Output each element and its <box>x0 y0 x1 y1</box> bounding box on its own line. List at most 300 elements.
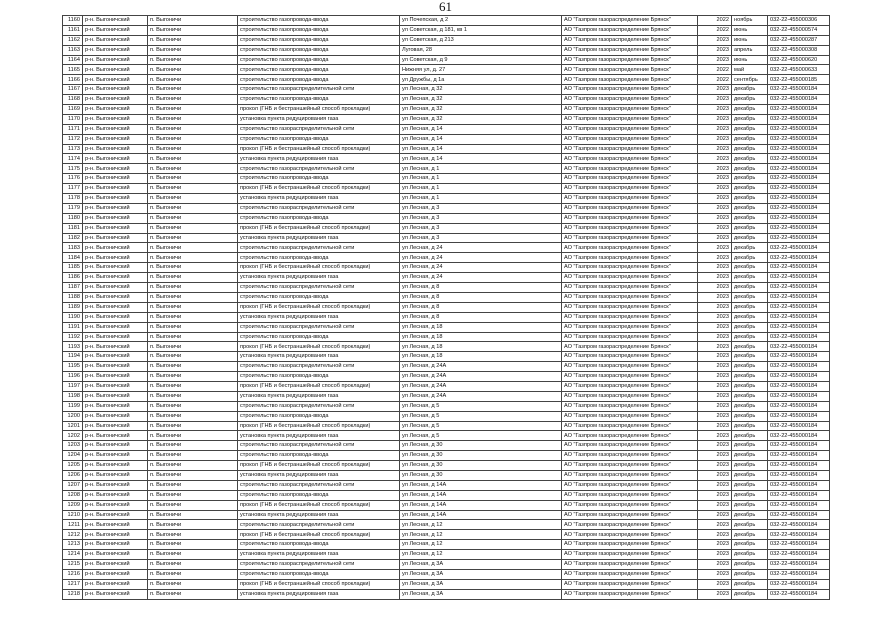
address-cell: Нижняя ул, д. 27 <box>400 65 562 75</box>
district-cell: р-н. Выгоничский <box>83 154 148 164</box>
year-cell: 2023 <box>698 144 732 154</box>
work-type-cell: строительство газораспределительной сети <box>238 203 400 213</box>
settlement-cell: п. Выгоничи <box>148 25 238 35</box>
address-cell: ул Лесная, д 14А <box>400 510 562 520</box>
year-cell: 2023 <box>698 55 732 65</box>
settlement-cell: п. Выгоничи <box>148 213 238 223</box>
work-type-cell: строительство газораспределительной сети <box>238 124 400 134</box>
table-row <box>63 520 830 530</box>
year-cell: 2023 <box>698 95 732 105</box>
year-cell: 2023 <box>698 530 732 540</box>
settlement-cell: п. Выгоничи <box>148 332 238 342</box>
row-number-cell: 1189 <box>63 302 83 312</box>
organization-cell: АО "Газпром газораспределение Брянск" <box>562 470 698 480</box>
organization-cell: АО "Газпром газораспределение Брянск" <box>562 134 698 144</box>
address-cell: ул Лесная, д 32 <box>400 95 562 105</box>
row-number-cell: 1182 <box>63 233 83 243</box>
month-cell: декабрь <box>732 164 768 174</box>
address-cell: ул Лесная, д 24А <box>400 391 562 401</box>
month-cell: декабрь <box>732 490 768 500</box>
application-number-cell: 032-22-455000574 <box>768 25 830 35</box>
organization-cell: АО "Газпром газораспределение Брянск" <box>562 451 698 461</box>
year-cell: 2023 <box>698 184 732 194</box>
year-cell: 2023 <box>698 510 732 520</box>
settlement-cell: п. Выгоничи <box>148 194 238 204</box>
row-number-cell: 1217 <box>63 579 83 589</box>
month-cell: декабрь <box>732 381 768 391</box>
address-cell: ул Лесная, д 14 <box>400 144 562 154</box>
application-number-cell: 032-22-455000184 <box>768 322 830 332</box>
district-cell: р-н. Выгоничский <box>83 85 148 95</box>
table-row <box>63 421 830 431</box>
work-type-cell: прокол (ГНБ и бестраншейный способ прокладки) <box>238 461 400 471</box>
district-cell: р-н. Выгоничский <box>83 312 148 322</box>
district-cell: р-н. Выгоничский <box>83 342 148 352</box>
work-type-cell: строительство газопровода-ввода <box>238 569 400 579</box>
row-number-cell: 1161 <box>63 25 83 35</box>
settlement-cell: п. Выгоничи <box>148 391 238 401</box>
table-row <box>63 451 830 461</box>
year-cell: 2023 <box>698 203 732 213</box>
year-cell: 2023 <box>698 194 732 204</box>
year-cell: 2023 <box>698 431 732 441</box>
district-cell: р-н. Выгоничский <box>83 164 148 174</box>
work-type-cell: строительство газораспределительной сети <box>238 85 400 95</box>
application-number-cell: 032-22-455000184 <box>768 401 830 411</box>
work-type-cell: прокол (ГНБ и бестраншейный способ прокладки) <box>238 302 400 312</box>
year-cell: 2023 <box>698 85 732 95</box>
application-number-cell: 032-22-455000184 <box>768 550 830 560</box>
settlement-cell: п. Выгоничи <box>148 312 238 322</box>
table-row <box>63 134 830 144</box>
address-cell: ул Лесная, д 12 <box>400 540 562 550</box>
table-row <box>63 114 830 124</box>
work-type-cell: строительство газопровода-ввода <box>238 25 400 35</box>
application-number-cell: 032-22-455000620 <box>768 55 830 65</box>
work-type-cell: установка пункта редуцирования газа <box>238 273 400 283</box>
address-cell: ул Лесная, д 1 <box>400 164 562 174</box>
row-number-cell: 1193 <box>63 342 83 352</box>
work-type-cell: установка пункта редуцирования газа <box>238 589 400 599</box>
address-cell: ул Лесная, д 24А <box>400 372 562 382</box>
application-number-cell: 032-22-455000184 <box>768 292 830 302</box>
work-type-cell: строительство газораспределительной сети <box>238 362 400 372</box>
row-number-cell: 1210 <box>63 510 83 520</box>
settlement-cell: п. Выгоничи <box>148 75 238 85</box>
settlement-cell: п. Выгоничи <box>148 243 238 253</box>
district-cell: р-н. Выгоничский <box>83 302 148 312</box>
row-number-cell: 1165 <box>63 65 83 75</box>
row-number-cell: 1198 <box>63 391 83 401</box>
organization-cell: АО "Газпром газораспределение Брянск" <box>562 233 698 243</box>
address-cell: ул Лесная, д 5 <box>400 411 562 421</box>
settlement-cell: п. Выгоничи <box>148 431 238 441</box>
month-cell: сентябрь <box>732 75 768 85</box>
month-cell: декабрь <box>732 105 768 115</box>
settlement-cell: п. Выгоничи <box>148 500 238 510</box>
application-number-cell: 032-22-455000184 <box>768 500 830 510</box>
row-number-cell: 1169 <box>63 105 83 115</box>
month-cell: декабрь <box>732 85 768 95</box>
work-type-cell: установка пункта редуцирования газа <box>238 550 400 560</box>
address-cell: ул Лесная, д 30 <box>400 451 562 461</box>
settlement-cell: п. Выгоничи <box>148 35 238 45</box>
work-type-cell: установка пункта редуцирования газа <box>238 154 400 164</box>
month-cell: декабрь <box>732 233 768 243</box>
application-number-cell: 032-22-455000184 <box>768 421 830 431</box>
work-type-cell: прокол (ГНБ и бестраншейный способ прокладки) <box>238 421 400 431</box>
work-type-cell: установка пункта редуцирования газа <box>238 510 400 520</box>
year-cell: 2023 <box>698 134 732 144</box>
settlement-cell: п. Выгоничи <box>148 520 238 530</box>
table-row <box>63 589 830 599</box>
organization-cell: АО "Газпром газораспределение Брянск" <box>562 114 698 124</box>
application-number-cell: 032-22-455000184 <box>768 411 830 421</box>
organization-cell: АО "Газпром газораспределение Брянск" <box>562 263 698 273</box>
table-row <box>63 401 830 411</box>
year-cell: 2022 <box>698 25 732 35</box>
year-cell: 2023 <box>698 243 732 253</box>
district-cell: р-н. Выгоничский <box>83 35 148 45</box>
table-row <box>63 510 830 520</box>
organization-cell: АО "Газпром газораспределение Брянск" <box>562 184 698 194</box>
table-row <box>63 480 830 490</box>
district-cell: р-н. Выгоничский <box>83 559 148 569</box>
month-cell: декабрь <box>732 411 768 421</box>
work-type-cell: строительство газопровода-ввода <box>238 451 400 461</box>
row-number-cell: 1214 <box>63 550 83 560</box>
organization-cell: АО "Газпром газораспределение Брянск" <box>562 431 698 441</box>
row-number-cell: 1211 <box>63 520 83 530</box>
district-cell: р-н. Выгоничский <box>83 411 148 421</box>
year-cell: 2023 <box>698 223 732 233</box>
address-cell: ул Лесная, д 3А <box>400 559 562 569</box>
row-number-cell: 1212 <box>63 530 83 540</box>
organization-cell: АО "Газпром газораспределение Брянск" <box>562 401 698 411</box>
row-number-cell: 1190 <box>63 312 83 322</box>
table-row <box>63 65 830 75</box>
table-row <box>63 302 830 312</box>
organization-cell: АО "Газпром газораспределение Брянск" <box>562 559 698 569</box>
year-cell: 2022 <box>698 65 732 75</box>
address-cell: ул Лесная, д 24 <box>400 263 562 273</box>
work-type-cell: строительство газопровода-ввода <box>238 134 400 144</box>
row-number-cell: 1179 <box>63 203 83 213</box>
work-type-cell: строительство газопровода-ввода <box>238 75 400 85</box>
district-cell: р-н. Выгоничский <box>83 589 148 599</box>
settlement-cell: п. Выгоничи <box>148 421 238 431</box>
month-cell: декабрь <box>732 292 768 302</box>
district-cell: р-н. Выгоничский <box>83 233 148 243</box>
address-cell: ул Лесная, д 30 <box>400 470 562 480</box>
district-cell: р-н. Выгоничский <box>83 579 148 589</box>
district-cell: р-н. Выгоничский <box>83 530 148 540</box>
work-type-cell: установка пункта редуцирования газа <box>238 431 400 441</box>
table-row <box>63 550 830 560</box>
table-row <box>63 500 830 510</box>
work-type-cell: установка пункта редуцирования газа <box>238 312 400 322</box>
year-cell: 2023 <box>698 550 732 560</box>
month-cell: декабрь <box>732 95 768 105</box>
month-cell: декабрь <box>732 184 768 194</box>
work-type-cell: строительство газораспределительной сети <box>238 401 400 411</box>
application-number-cell: 032-22-455000184 <box>768 352 830 362</box>
address-cell: ул Лесная, д 18 <box>400 352 562 362</box>
work-type-cell: установка пункта редуцирования газа <box>238 233 400 243</box>
application-number-cell: 032-22-455000184 <box>768 203 830 213</box>
application-number-cell: 032-22-455000184 <box>768 124 830 134</box>
district-cell: р-н. Выгоничский <box>83 105 148 115</box>
table-row <box>63 530 830 540</box>
organization-cell: АО "Газпром газораспределение Брянск" <box>562 283 698 293</box>
month-cell: декабрь <box>732 223 768 233</box>
year-cell: 2023 <box>698 391 732 401</box>
year-cell: 2023 <box>698 500 732 510</box>
month-cell: декабрь <box>732 550 768 560</box>
work-type-cell: прокол (ГНБ и бестраншейный способ прокладки) <box>238 342 400 352</box>
settlement-cell: п. Выгоничи <box>148 302 238 312</box>
application-number-cell: 032-22-455000184 <box>768 490 830 500</box>
organization-cell: АО "Газпром газораспределение Брянск" <box>562 55 698 65</box>
address-cell: ул Лесная, д 24 <box>400 273 562 283</box>
row-number-cell: 1188 <box>63 292 83 302</box>
district-cell: р-н. Выгоничский <box>83 95 148 105</box>
district-cell: р-н. Выгоничский <box>83 25 148 35</box>
work-type-cell: установка пункта редуцирования газа <box>238 114 400 124</box>
year-cell: 2023 <box>698 124 732 134</box>
row-number-cell: 1167 <box>63 85 83 95</box>
table-row <box>63 372 830 382</box>
district-cell: р-н. Выгоничский <box>83 263 148 273</box>
table-row <box>63 124 830 134</box>
district-cell: р-н. Выгоничский <box>83 470 148 480</box>
organization-cell: АО "Газпром газораспределение Брянск" <box>562 253 698 263</box>
year-cell: 2023 <box>698 451 732 461</box>
address-cell: ул Лесная, д 12 <box>400 520 562 530</box>
settlement-cell: п. Выгоничи <box>148 144 238 154</box>
organization-cell: АО "Газпром газораспределение Брянск" <box>562 579 698 589</box>
row-number-cell: 1218 <box>63 589 83 599</box>
settlement-cell: п. Выгоничи <box>148 292 238 302</box>
settlement-cell: п. Выгоничи <box>148 283 238 293</box>
organization-cell: АО "Газпром газораспределение Брянск" <box>562 441 698 451</box>
table-row <box>63 362 830 372</box>
organization-cell: АО "Газпром газораспределение Брянск" <box>562 203 698 213</box>
address-cell: ул Лесная, д 8 <box>400 302 562 312</box>
work-type-cell: строительство газопровода-ввода <box>238 540 400 550</box>
settlement-cell: п. Выгоничи <box>148 85 238 95</box>
work-type-cell: строительство газопровода-ввода <box>238 45 400 55</box>
row-number-cell: 1194 <box>63 352 83 362</box>
settlement-cell: п. Выгоничи <box>148 441 238 451</box>
month-cell: май <box>732 65 768 75</box>
table-row <box>63 292 830 302</box>
row-number-cell: 1206 <box>63 470 83 480</box>
row-number-cell: 1178 <box>63 194 83 204</box>
month-cell: декабрь <box>732 352 768 362</box>
row-number-cell: 1187 <box>63 283 83 293</box>
year-cell: 2023 <box>698 273 732 283</box>
month-cell: декабрь <box>732 342 768 352</box>
district-cell: р-н. Выгоничский <box>83 253 148 263</box>
year-cell: 2023 <box>698 480 732 490</box>
address-cell: ул Лесная, д 8 <box>400 292 562 302</box>
address-cell: ул Лесная, д 3А <box>400 589 562 599</box>
month-cell: декабрь <box>732 579 768 589</box>
row-number-cell: 1171 <box>63 124 83 134</box>
row-number-cell: 1175 <box>63 164 83 174</box>
address-cell: ул Лесная, д 1 <box>400 194 562 204</box>
table-row <box>63 95 830 105</box>
organization-cell: АО "Газпром газораспределение Брянск" <box>562 45 698 55</box>
settlement-cell: п. Выгоничи <box>148 105 238 115</box>
settlement-cell: п. Выгоничи <box>148 470 238 480</box>
address-cell: ул Лесная, д 14 <box>400 124 562 134</box>
row-number-cell: 1196 <box>63 372 83 382</box>
year-cell: 2023 <box>698 154 732 164</box>
address-cell: ул Лесная, д 12 <box>400 530 562 540</box>
month-cell: декабрь <box>732 124 768 134</box>
application-number-cell: 032-22-455000184 <box>768 184 830 194</box>
settlement-cell: п. Выгоничи <box>148 352 238 362</box>
address-cell: ул Лесная, д 24 <box>400 253 562 263</box>
year-cell: 2023 <box>698 441 732 451</box>
table-row <box>63 332 830 342</box>
row-number-cell: 1184 <box>63 253 83 263</box>
year-cell: 2023 <box>698 283 732 293</box>
table-row <box>63 431 830 441</box>
application-number-cell: 032-22-455000184 <box>768 144 830 154</box>
district-cell: р-н. Выгоничский <box>83 292 148 302</box>
table-row <box>63 75 830 85</box>
organization-cell: АО "Газпром газораспределение Брянск" <box>562 85 698 95</box>
district-cell: р-н. Выгоничский <box>83 174 148 184</box>
district-cell: р-н. Выгоничский <box>83 184 148 194</box>
address-cell: ул Лесная, д 3 <box>400 213 562 223</box>
row-number-cell: 1216 <box>63 569 83 579</box>
address-cell: ул Лесная, д 5 <box>400 401 562 411</box>
settlement-cell: п. Выгоничи <box>148 154 238 164</box>
row-number-cell: 1204 <box>63 451 83 461</box>
work-type-cell: строительство газопровода-ввода <box>238 55 400 65</box>
settlement-cell: п. Выгоничи <box>148 461 238 471</box>
application-number-cell: 032-22-455000184 <box>768 391 830 401</box>
settlement-cell: п. Выгоничи <box>148 362 238 372</box>
district-cell: р-н. Выгоничский <box>83 550 148 560</box>
year-cell: 2023 <box>698 332 732 342</box>
address-cell: ул Лесная, д 1 <box>400 184 562 194</box>
month-cell: декабрь <box>732 362 768 372</box>
month-cell: июнь <box>732 35 768 45</box>
address-cell: ул Лесная, д 18 <box>400 322 562 332</box>
district-cell: р-н. Выгоничский <box>83 391 148 401</box>
year-cell: 2023 <box>698 342 732 352</box>
district-cell: р-н. Выгоничский <box>83 510 148 520</box>
address-cell: ул Лесная, д 32 <box>400 114 562 124</box>
district-cell: р-н. Выгоничский <box>83 352 148 362</box>
application-number-cell: 032-22-455000184 <box>768 134 830 144</box>
district-cell: р-н. Выгоничский <box>83 75 148 85</box>
table-row <box>63 105 830 115</box>
district-cell: р-н. Выгоничский <box>83 520 148 530</box>
application-number-cell: 032-22-455000184 <box>768 164 830 174</box>
settlement-cell: п. Выгоничи <box>148 95 238 105</box>
table-row <box>63 461 830 471</box>
application-number-cell: 032-22-455000184 <box>768 530 830 540</box>
table-row <box>63 35 830 45</box>
address-cell: ул Лесная, д 24А <box>400 381 562 391</box>
organization-cell: АО "Газпром газораспределение Брянск" <box>562 530 698 540</box>
year-cell: 2023 <box>698 470 732 480</box>
work-type-cell: строительство газораспределительной сети <box>238 322 400 332</box>
district-cell: р-н. Выгоничский <box>83 441 148 451</box>
table-row <box>63 263 830 273</box>
month-cell: декабрь <box>732 470 768 480</box>
year-cell: 2023 <box>698 381 732 391</box>
table-row <box>63 441 830 451</box>
month-cell: декабрь <box>732 114 768 124</box>
district-cell: р-н. Выгоничский <box>83 134 148 144</box>
district-cell: р-н. Выгоничский <box>83 490 148 500</box>
organization-cell: АО "Газпром газораспределение Брянск" <box>562 105 698 115</box>
table-row <box>63 411 830 421</box>
work-type-cell: строительство газораспределительной сети <box>238 441 400 451</box>
month-cell: декабрь <box>732 480 768 490</box>
address-cell: ул Лесная, д 32 <box>400 105 562 115</box>
work-type-cell: прокол (ГНБ и бестраншейный способ прокладки) <box>238 530 400 540</box>
address-cell: ул Лесная, д 18 <box>400 342 562 352</box>
settlement-cell: п. Выгоничи <box>148 510 238 520</box>
month-cell: декабрь <box>732 540 768 550</box>
application-number-cell: 032-22-455000184 <box>768 194 830 204</box>
row-number-cell: 1208 <box>63 490 83 500</box>
row-number-cell: 1163 <box>63 45 83 55</box>
row-number-cell: 1166 <box>63 75 83 85</box>
organization-cell: АО "Газпром газораспределение Брянск" <box>562 490 698 500</box>
row-number-cell: 1186 <box>63 273 83 283</box>
year-cell: 2022 <box>698 75 732 85</box>
year-cell: 2023 <box>698 559 732 569</box>
work-type-cell: строительство газораспределительной сети <box>238 559 400 569</box>
work-type-cell: строительство газопровода-ввода <box>238 174 400 184</box>
month-cell: декабрь <box>732 559 768 569</box>
settlement-cell: п. Выгоничи <box>148 65 238 75</box>
settlement-cell: п. Выгоничи <box>148 223 238 233</box>
address-cell: ул Советская, д 9 <box>400 55 562 65</box>
address-cell: ул Лесная, д 14А <box>400 500 562 510</box>
month-cell: декабрь <box>732 194 768 204</box>
month-cell: декабрь <box>732 243 768 253</box>
application-number-cell: 032-22-455000184 <box>768 263 830 273</box>
organization-cell: АО "Газпром газораспределение Брянск" <box>562 95 698 105</box>
work-type-cell: строительство газопровода-ввода <box>238 490 400 500</box>
work-type-cell: прокол (ГНБ и бестраншейный способ прокладки) <box>238 579 400 589</box>
work-type-cell: строительство газораспределительной сети <box>238 480 400 490</box>
settlement-cell: п. Выгоничи <box>148 411 238 421</box>
organization-cell: АО "Газпром газораспределение Брянск" <box>562 292 698 302</box>
row-number-cell: 1164 <box>63 55 83 65</box>
organization-cell: АО "Газпром газораспределение Брянск" <box>562 510 698 520</box>
work-type-cell: строительство газопровода-ввода <box>238 411 400 421</box>
month-cell: декабрь <box>732 589 768 599</box>
table-row <box>63 579 830 589</box>
work-type-cell: строительство газопровода-ввода <box>238 253 400 263</box>
year-cell: 2023 <box>698 322 732 332</box>
district-cell: р-н. Выгоничский <box>83 381 148 391</box>
month-cell: декабрь <box>732 461 768 471</box>
address-cell: Луговая, 28 <box>400 45 562 55</box>
district-cell: р-н. Выгоничский <box>83 114 148 124</box>
